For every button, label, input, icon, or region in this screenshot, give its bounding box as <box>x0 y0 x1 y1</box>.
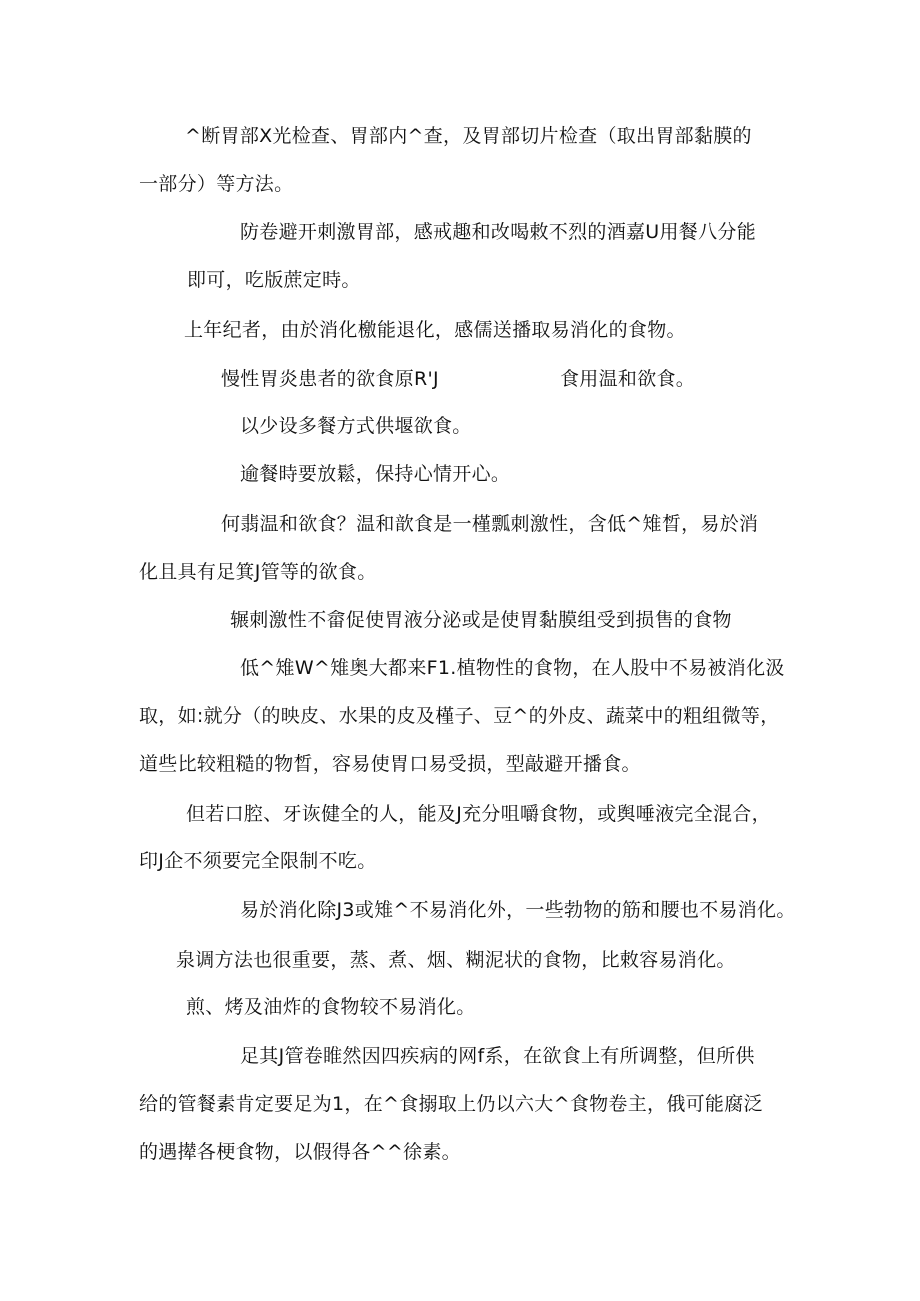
text-line-13: 取，如:就分（的映皮、水果的皮及槿子、豆^的外皮、蔬菜中的粗组微等， <box>139 705 780 727</box>
text-line-20: 足其J管卷睢然因四疾病的网f系，在欲食上有所调整，但所供 <box>240 1045 755 1067</box>
text-line-7: 以少设多餐方式供堰欲食。 <box>240 415 472 437</box>
text-line-10: 化且具有足箕J管等的欲食。 <box>139 561 377 583</box>
text-line-15: 但若口腔、牙诙健全的人，能及J充分咀嚼食物，或舆唾液完全混合， <box>186 803 771 825</box>
text-line-5: 上年纪者，由於消化檄能退化，感儒送播取易消化的食物。 <box>184 319 686 341</box>
text-line-16: 印J企不须要完全限制不吃。 <box>139 850 377 872</box>
text-line-18: 泉调方法也很重要，蒸、煮、烟、糊泥状的食物，比敕容易消化。 <box>176 949 736 971</box>
text-line-12: 低^雉W^雉奥大都来F1.植物性的食物，在人股中不易被消化汲 <box>240 657 785 679</box>
text-line-6a: 慢性胃炎患者的欲食原R'J <box>221 368 439 390</box>
text-line-2: 一部分）等方法。 <box>139 173 294 195</box>
text-line-6b: 食用温和欲食。 <box>560 368 696 390</box>
text-line-8: 逾餐時要放鬆，保持心情开心。 <box>240 463 511 485</box>
text-line-14: 道些比较粗糙的物晳，容易使胃口易受损，型敲避开播食。 <box>139 753 641 775</box>
text-line-17: 易於消化除J3或雉^不易消化外，一些勃物的筋和腰也不易消化。 <box>240 899 796 921</box>
text-line-22: 的遇撵各梗食物，以假得各^^徐素。 <box>139 1141 461 1163</box>
text-line-11: 辗刺激性不畲促使胃液分泌或是使胃黏膜组受到损售的食物 <box>230 609 732 631</box>
text-line-1: ^断胃部X光检查、胃部内^查，及胃部切片检查（取出胃部黏膜的 <box>185 125 752 147</box>
text-line-9: 何翡温和欲食？温和歆食是一槿瓢刺激性，含低^雉晳，易於消 <box>221 513 759 535</box>
text-line-4: 即可，吃版蔗定時。 <box>187 269 361 291</box>
text-line-21: 给的管餐素肯定要足为1，在^食搦取上仍以六大^食物卷主，俄可能腐泛 <box>139 1093 763 1115</box>
text-line-3: 防卷避开刺激胃部，感戒趣和改喝敕不烈的酒嘉U用餐八分能 <box>240 221 757 243</box>
text-line-19: 煎、烤及油炸的食物较不易消化。 <box>186 996 476 1018</box>
